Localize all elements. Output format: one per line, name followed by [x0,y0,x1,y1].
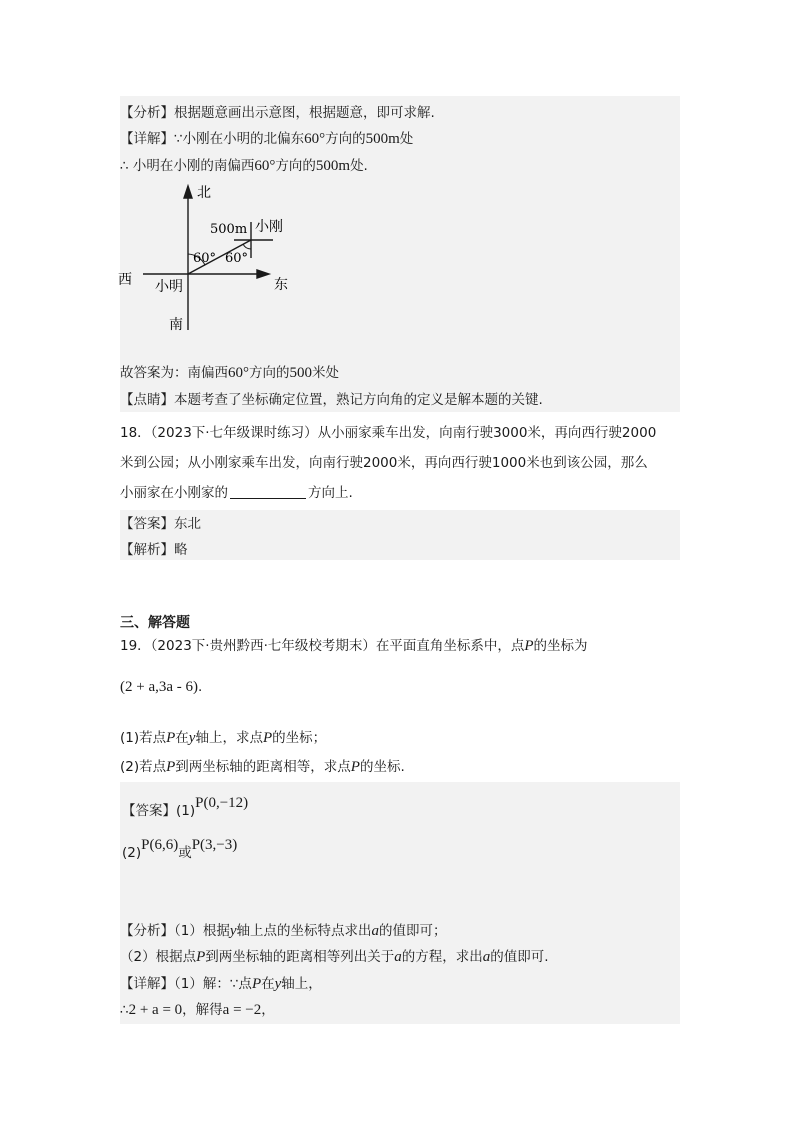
q17-answer-dist: 500 [289,365,312,381]
q18-line3-prefix: 小丽家在小刚家的 [120,485,228,501]
q17-comment: 【点睛】本题考查了坐标确定位置，熟记方向角的定义是解本题的关键. [120,392,543,408]
label-east: 东 [274,277,288,293]
q19-answer2 [122,836,237,862]
q19-part1-p: P [166,730,176,746]
q17-answer-deg: 60° [228,365,249,381]
q19-analysis1 [120,922,447,940]
q19-part1-mid1: 在 [175,730,189,746]
q19-stem-var: P [524,638,534,654]
q19-stem-prefix: 19．（2023下·贵州黔西·七年级校考期末）在平面直角坐标系中，点 [120,638,525,654]
q19-stem-suffix: 的坐标为 [533,638,588,654]
q19-detail-axis: y [274,976,282,992]
q19-solve-eq: 2 + a = 0 [128,1002,183,1018]
q18-answer-block [120,510,680,560]
q17-therefore-dist: 500m [315,158,351,174]
q18-answer: 【答案】东北 [120,516,201,532]
q19-analysis2-suffix: 的值即可. [490,949,549,965]
q18-explain: 【解析】略 [120,542,188,558]
q19-analysis2-prefix: （2）根据点 [120,949,197,965]
label-angle-b: 60° [225,251,249,266]
q17-answer-mid: 方向的 [249,365,290,381]
q19-part1-axis: y [188,730,196,746]
q17-detail-suffix: 处 [399,131,414,147]
q19-analysis2-mid: 到两坐标轴的距离相等列出关于 [205,949,395,965]
q17-therefore-suffix: 处. [350,158,368,174]
section-title: 三、解答题 [120,615,190,631]
q19-analysis2-mid2: 的方程，求出 [401,949,483,965]
q19-part2 [120,758,405,776]
q19-part2-p: P [166,759,176,775]
q17-therefore-prefix: ∴ 小明在小刚的南偏西 [120,158,255,174]
q19-part1-p2: P [262,730,273,746]
q19-analysis2-var2: a [482,949,491,965]
label-xiaogang: 小刚 [255,219,283,235]
q19-detail-p: P [251,976,262,992]
q19-part2-p2: P [350,759,360,775]
label-xiaoming: 小明 [155,279,183,295]
q19-answer1-value: P(0,−12) [195,795,249,811]
q18-answer-blank [230,484,306,499]
q19-part1-pre: (1)若点 [120,730,167,746]
q19-solve-prefix: ∴ [120,1002,129,1018]
q19-detail [120,975,322,993]
q19-coord [120,678,202,696]
q17-answer-prefix: 故答案为：南偏西 [120,365,228,381]
q19-analysis1-mid: 轴上点的坐标特点求出 [236,923,372,939]
q19-solve-end: ， [261,1002,275,1018]
q17-answer-suffix: 米处 [312,365,339,381]
q19-answer2a-value: P(6,6) [141,837,179,853]
q17-therefore-deg: 60° [254,158,276,174]
q19-analysis2-var: a [394,949,402,965]
q17-therefore-mid: 方向的 [275,158,316,174]
q19-answer1 [122,794,248,820]
q19-solve [120,1001,275,1019]
q19-analysis1-axis: y [229,923,237,939]
direction-diagram [115,178,305,338]
q17-detail-mid: 方向的 [325,131,366,147]
q19-part1 [120,729,326,747]
q17-answer [120,364,339,382]
label-distance: 500m [210,222,248,237]
q17-detail-prefix: 【详解】∵小刚在小明的北偏东 [120,131,305,147]
q19-solve-res: a = −2 [222,1002,262,1018]
q18-line3-suffix: 方向上. [308,485,353,501]
q18-stem-line1: 18．（2023下·七年级课时练习）从小丽家乘车出发，向南行驶3000米，再向西行驶2000 [120,425,657,441]
q19-detail-prefix: 【详解】（1）解：∵点 [120,976,252,992]
q19-coord-expr: (2 + a,3a - 6) [120,679,199,695]
label-west: 西 [118,272,132,288]
q19-stem [120,637,588,655]
q17-therefore [120,157,368,175]
label-angle-a: 60° [193,251,217,266]
angle-arc-b [243,244,251,249]
east-arrowhead [257,270,269,278]
q18-stem-line2: 米到公园；从小刚家乘车出发，向南行驶2000米，再向西行驶1000米也到该公园，那么 [120,455,648,471]
q19-detail-suffix: 轴上， [281,976,322,992]
q19-coord-end: . [198,679,203,695]
q19-answer-label: 【答案】(1) [122,803,196,819]
q19-analysis2 [120,948,549,966]
q19-part2-mid1: 到两坐标轴的距离相等，求点 [175,759,351,775]
q19-part2-pre: (2)若点 [120,759,167,775]
q17-detail [120,130,413,148]
q19-analysis1-prefix: 【分析】（1）根据 [120,923,230,939]
q19-answer2-label: (2) [122,845,142,861]
q19-answer2-or: 或 [178,845,192,861]
q17-analysis: 【分析】根据题意画出示意图，根据题意，即可求解. [120,105,435,121]
q17-detail-deg: 60° [304,131,326,147]
q19-analysis2-p: P [196,949,206,965]
q19-solve-mid: ，解得 [182,1002,223,1018]
north-arrowhead [184,186,192,198]
q18-stem-line3 [120,484,353,502]
q19-part2-post: 的坐标. [359,759,405,775]
q19-analysis1-suffix: 的值即可； [379,923,447,939]
q19-part1-mid2: 轴上，求点 [195,730,263,746]
q17-detail-dist: 500m [365,131,400,147]
q19-part1-post: 的坐标； [272,730,327,746]
label-north: 北 [197,185,211,201]
label-south: 南 [169,317,183,333]
q19-detail-mid: 在 [261,976,275,992]
q19-analysis1-var: a [371,923,380,939]
q19-answer2b-value: P(3,−3) [191,837,238,853]
